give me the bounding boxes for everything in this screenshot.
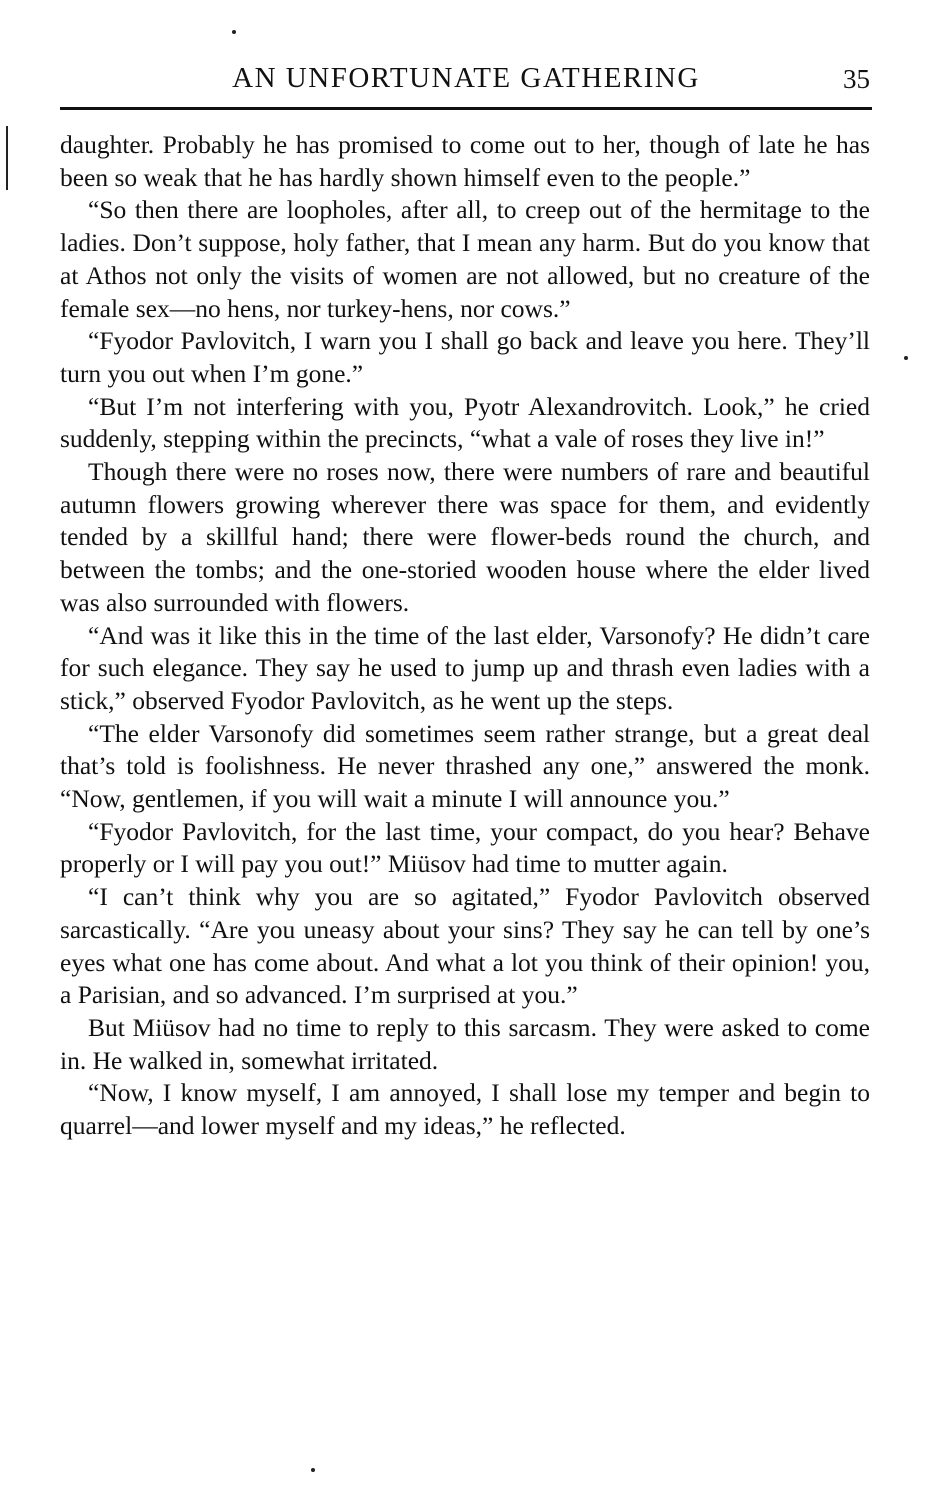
- speck-right: [904, 356, 908, 360]
- header-rule: [60, 107, 872, 110]
- paragraph: “And was it like this in the time of the last elder, Varsonofy? He didn’t care for such elegance. They say he used to jump up and thrash even ladies with a stick,” observed Fyodor Pavlovitch, as he went up the steps.: [60, 620, 870, 715]
- page-number: 35: [843, 64, 870, 94]
- paragraph: “Fyodor Pavlovitch, for the last time, your compact, do you hear? Behave properly or I will pay you out!” Miüsov had time to mutter again.: [60, 816, 870, 879]
- running-head: AN UNFORTUNATE GATHERING: [232, 62, 700, 94]
- paragraph: daughter. Probably he has promised to come out to her, though of late he has been so weak that he has hardly shown himself even to the people.”: [60, 130, 870, 192]
- paragraph: “Fyodor Pavlovitch, I warn you I shall go back and leave you here. They’ll turn you out when I’m gone.”: [60, 326, 870, 388]
- paragraph: “Now, I know myself, I am annoyed, I shall lose my temper and begin to quarrel—and lower myself and my ideas,” he reflected.: [60, 1078, 870, 1141]
- body-text: [60, 129, 870, 1143]
- paragraph: “But I’m not interfering with you, Pyotr Alexandrovitch. Look,” he cried suddenly, stepping within the precincts, “what a vale of roses they live in!”: [60, 391, 870, 454]
- paragraph: Though there were no roses now, there were numbers of rare and beautiful autumn flowers growing wherever there was space for them, and evidently tended by a skillful hand; there were flower-beds round the church, and between the tombs; and the one-storied wooden house where the elder lived was also surrounded with flowers.: [60, 457, 870, 617]
- paragraph: “So then there are loopholes, after all, to creep out of the hermitage to the ladies. Don’t suppose, holy father, that I mean any harm. But do you know that at Athos not only the visits of women are not allowed, but no creature of the female sex—no hens, nor turkey-hens, nor cows.”: [60, 195, 870, 323]
- margin-mark: [6, 126, 8, 190]
- speck-top: [232, 30, 236, 34]
- paragraph: “The elder Varsonofy did sometimes seem rather strange, but a great deal that’s told is foolishness. He never thrashed any one,” answered the monk. “Now, gentlemen, if you will wait a minute I will announce you.”: [60, 718, 870, 814]
- page-header: [60, 58, 872, 98]
- paragraph: “I can’t think why you are so agitated,” Fyodor Pavlovitch observed sarcastically. “Are you uneasy about your sins? They say he can tell by one’s eyes what one has come about. And what a lot you think of their opinion! you, a Parisian, and so advanced. I’m surprised at you.”: [60, 882, 870, 1010]
- speck-bottom: [311, 1468, 315, 1472]
- paragraph: But Miüsov had no time to reply to this sarcasm. They were asked to come in. He walked in, somewhat irritated.: [60, 1012, 870, 1075]
